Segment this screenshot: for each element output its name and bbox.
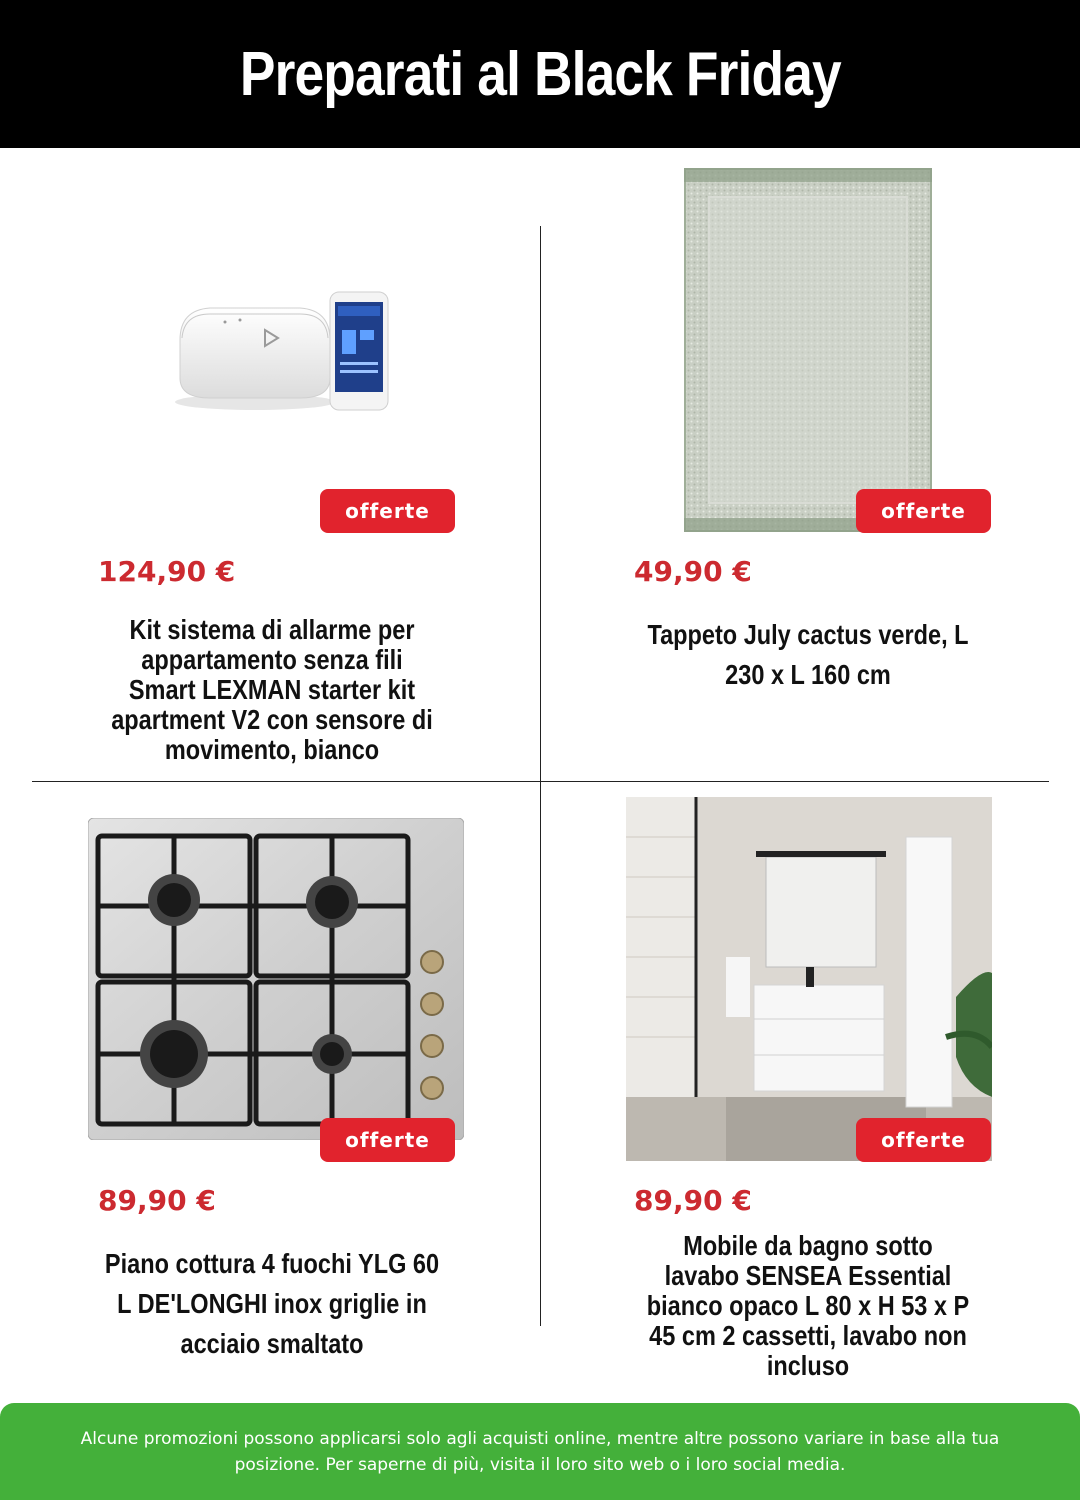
product-title[interactable]	[80, 615, 464, 765]
product-title[interactable]	[70, 1244, 474, 1364]
product-card[interactable]	[0, 781, 540, 1401]
alarm-kit-image[interactable]	[170, 290, 400, 420]
product-price: 89,90 €	[98, 1184, 216, 1217]
product-title[interactable]	[612, 1230, 1004, 1381]
bathroom-cabinet-image[interactable]	[626, 797, 992, 1161]
offer-badge[interactable]: offerte	[320, 1118, 455, 1162]
product-price: 49,90 €	[634, 555, 752, 588]
footer-disclaimer	[0, 1403, 1080, 1500]
product-title-text: Kit sistema di allarme per appartamento senza fili Smart LEXMAN starter kit apartment V2 con sensore di movimento, bianco	[111, 614, 433, 765]
rug-image[interactable]	[684, 168, 932, 532]
page-title: Preparati al Black Friday	[239, 39, 841, 109]
product-price: 89,90 €	[634, 1184, 752, 1217]
product-card[interactable]	[0, 160, 540, 780]
offer-badge[interactable]: offerte	[856, 489, 991, 533]
page-header	[0, 0, 1080, 148]
product-price: 124,90 €	[98, 555, 236, 588]
gas-hob-image[interactable]	[88, 818, 464, 1140]
footer-text: Alcune promozioni possono applicarsi solo agli acquisti online, mentre altre possono variare in base alla tua posizione. Per saperne di più, visita il loro sito web o i loro social media.	[80, 1428, 1000, 1475]
product-title-text: Tappeto July cactus verde, L 230 x L 160 cm	[647, 619, 969, 690]
product-card[interactable]	[540, 160, 1080, 780]
product-title-text: Piano cottura 4 fuochi YLG 60 L DE'LONGHI inox griglie in acciaio smaltato	[104, 1248, 440, 1359]
offer-badge[interactable]: offerte	[856, 1118, 991, 1162]
product-title[interactable]	[600, 615, 1016, 695]
offer-badge[interactable]: offerte	[320, 489, 455, 533]
product-card[interactable]	[540, 781, 1080, 1401]
product-title-text: Mobile da bagno sotto lavabo SENSEA Essential bianco opaco L 80 x H 53 x P 45 cm 2 cassetti, lavabo non incluso	[646, 1230, 970, 1381]
